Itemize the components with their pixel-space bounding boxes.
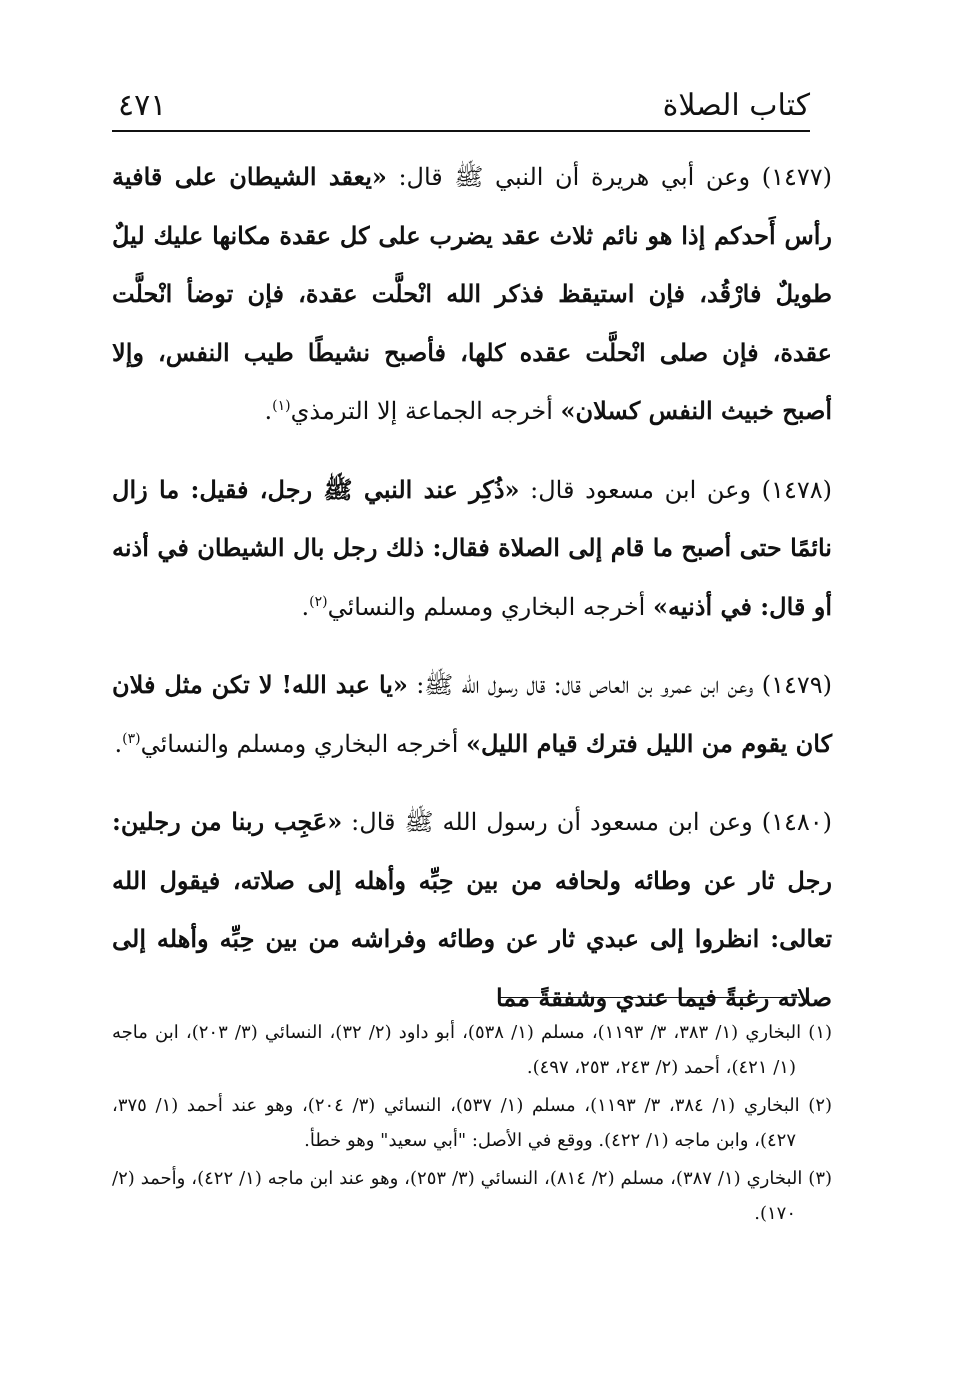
hadith-end: . [264, 397, 273, 425]
footnote-separator [500, 997, 800, 998]
hadith-matn: «يا عبد الله! لا تكن مثل فلان كان يقوم من الليل فترك قيام الليل» [112, 670, 832, 758]
hadith-intro: وعن ابن عمرو بن العاص قال: قال رسول الله ﷺ: [407, 671, 754, 699]
main-text [112, 148, 832, 1047]
page-number: ٤٧١ [118, 88, 167, 123]
hadith-1480 [112, 793, 832, 1027]
book-title: كتاب الصلاة [662, 88, 810, 123]
hadith-source: أخرجه الجماعة إلا الترمذي [290, 397, 561, 425]
hadith-source: أخرجه البخاري ومسلم والنسائي [140, 729, 466, 758]
footnote-1: (١) البخاري (١/ ٣٨٣، ٣/ ١١٩٣)، مسلم (١/ ٥٣٨)، أبو داود (٢/ ٣٢)، النسائي (٣/ ٢٠٣)، ابن ماجه (١/ ٤٢١)، أحمد (٢/ ٢٤٣، ٢٥٣، ٤٩٧). [112, 1022, 833, 1078]
hadith-intro: وعن ابن مسعود قال: [519, 475, 752, 504]
hadith-intro: وعن أبي هريرة أن النبي ﷺ قال: [386, 163, 751, 191]
footnote-3: (٣) البخاري (١/ ٣٨٧)، مسلم (٢/ ٨١٤)، النسائي (٣/ ٢٥٣)، وهو عند ابن ماجه (١/ ٤٢٢)، وأحمد (٢/ ١٧٠). [112, 1168, 833, 1224]
hadith-1478 [112, 461, 832, 637]
footnote-marker: (١) [272, 398, 291, 414]
hadith-number: (١٤٧٩) [761, 671, 832, 699]
hadith-matn: «ذُكِر عند النبي ﷺ رجل، فقيل: ما زال نائمًا حتى أصبح ما قام إلى الصلاة فقال: ذلك رجل بال الشيطان في أذنه أو قال: في أذنيه» [112, 474, 832, 621]
footnote-2: (٢) البخاري (١/ ٣٨٤، ٣/ ١١٩٣)، مسلم (١/ ٥٣٧)، النسائي (٣/ ٢٠٤)، وهو عند أحمد (١/ ٣٧٥، ٤٢٧)، وابن ماجه (١/ ٤٢٢). ووقع في الأصل: "أبي سعيد" وهو خطأ. [112, 1095, 833, 1151]
hadith-end: . [114, 729, 123, 758]
hadith-matn: «عَجِب ربنا من رجلين: رجل ثار عن وطائه ولحافه من بين حِبِّه وأهله إلى صلاته، فيقول الله تعالى: انظروا إلى عبدي ثار عن وطائه وفراشه من بين حِبِّه وأهله إلى صلاته رغبةً فيما عندي وشفقةً مما [112, 807, 832, 1012]
hadith-number: (١٤٨٠) [761, 808, 832, 836]
hadith-number: (١٤٧٧) [761, 163, 832, 191]
hadith-end: . [301, 592, 310, 621]
footnote-marker: (٣) [122, 730, 141, 747]
page-header [112, 86, 810, 132]
hadith-number: (١٤٧٨) [761, 475, 832, 504]
hadith-1479 [112, 656, 832, 773]
hadith-source: أخرجه البخاري ومسلم والنسائي [327, 592, 653, 621]
hadith-matn: «يعقد الشيطان على قافية رأس أَحدكم إذا هو نائم ثلاث عقد يضرب على كل عقدة مكانها عليك ليلٌ طويلٌ فارْقُد، فإن استيقظ فذكر الله انْحلَّت عقدة، فإن توضأ انْحلَّت عقدة، فإن صلى انْحلَّت عقده كلها، فأصبح نشيطًا طيب النفس، وإلا أصبح خبيث النفس كسلان» [112, 162, 832, 425]
footnote-marker: (٢) [309, 593, 328, 610]
hadith-intro: وعن ابن مسعود أن رسول الله ﷺ قال: [342, 808, 753, 836]
footnotes [112, 1015, 832, 1234]
hadith-1477 [112, 148, 832, 441]
